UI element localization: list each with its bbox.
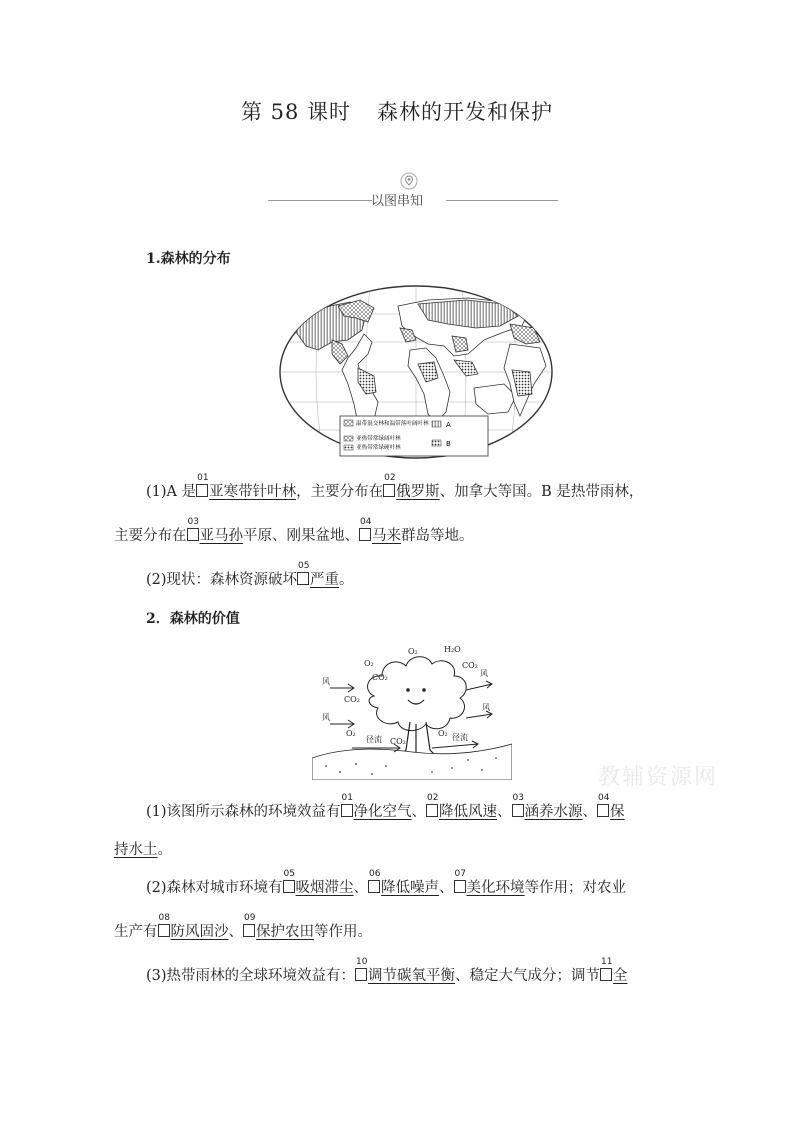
forest-benefit-diagram [312,640,512,780]
legend-a: A [446,421,451,429]
s2-q3-line1: (3)热带雨林的全球环境效益有： 10 调节碳氧平衡、稳定大气成分；调节 11 全 [146,957,628,984]
svg-text:CO₂: CO₂ [390,737,406,746]
svg-text:O₂: O₂ [364,659,374,668]
svg-text:CO₂: CO₂ [372,673,388,682]
svg-text:径流: 径流 [452,733,468,742]
s1-q2: (2)现状：森林资源破坏 05 严重。 [146,561,354,588]
lesson-topic: 森林的开发和保护 [377,100,554,124]
svg-text:风: 风 [480,669,488,678]
watermark: 教辅资源网 [598,765,719,790]
map-legend [340,416,488,456]
svg-text:CO₂: CO₂ [462,661,478,670]
legend-item2: 亚热带常绿阔叶林 [356,436,401,442]
world-forest-map [278,284,554,460]
lesson-number: 第 58 课时 [240,100,352,124]
section2-heading: 2．森林的价值 [146,611,240,627]
s2-q2-line1: (2)森林对城市环境有 05 吸烟滞尘、 06 降低噪声、 07 美化环境等作用；对农业 [146,869,627,896]
svg-text:风: 风 [322,713,330,722]
legend-item3: 亚热带常绿硬叶林 [356,445,401,451]
s2-q2-line2: 生产有 08 防风固沙、 09 保护农田等作用。 [114,913,372,940]
svg-text:径流: 径流 [366,735,382,744]
s1-q1-line1: (1)A 是 01 亚寒带针叶林，主要分布在 02 俄罗斯、加拿大等国。B 是热带雨林， [146,473,644,500]
svg-text:风: 风 [322,677,330,686]
legend-item1: 温带混交林和温带落叶阔叶林 [356,421,429,427]
svg-text:CO₂: CO₂ [344,695,360,704]
s2-q1-line2: 持水土。 [114,842,172,858]
section1-heading: 1.森林的分布 [146,251,231,267]
svg-text:O₂: O₂ [438,729,448,738]
svg-text:O₂: O₂ [408,647,418,656]
svg-text:H₂O: H₂O [444,645,461,654]
svg-text:O₂: O₂ [346,729,356,738]
section-label: 以图串知 [370,194,423,209]
s1-q1-line2: 主要分布在 03 亚马孙平原、刚果盆地、 04 马来群岛等地。 [114,517,474,544]
location-pin-icon [400,172,418,190]
page-title [0,96,794,126]
s2-q1-line1: (1)该图所示森林的环境效益有 01 净化空气、 02 降低风速、 03 涵养水源、 04 保 [146,793,625,820]
svg-text:风: 风 [482,703,490,712]
legend-b: B [446,440,451,448]
